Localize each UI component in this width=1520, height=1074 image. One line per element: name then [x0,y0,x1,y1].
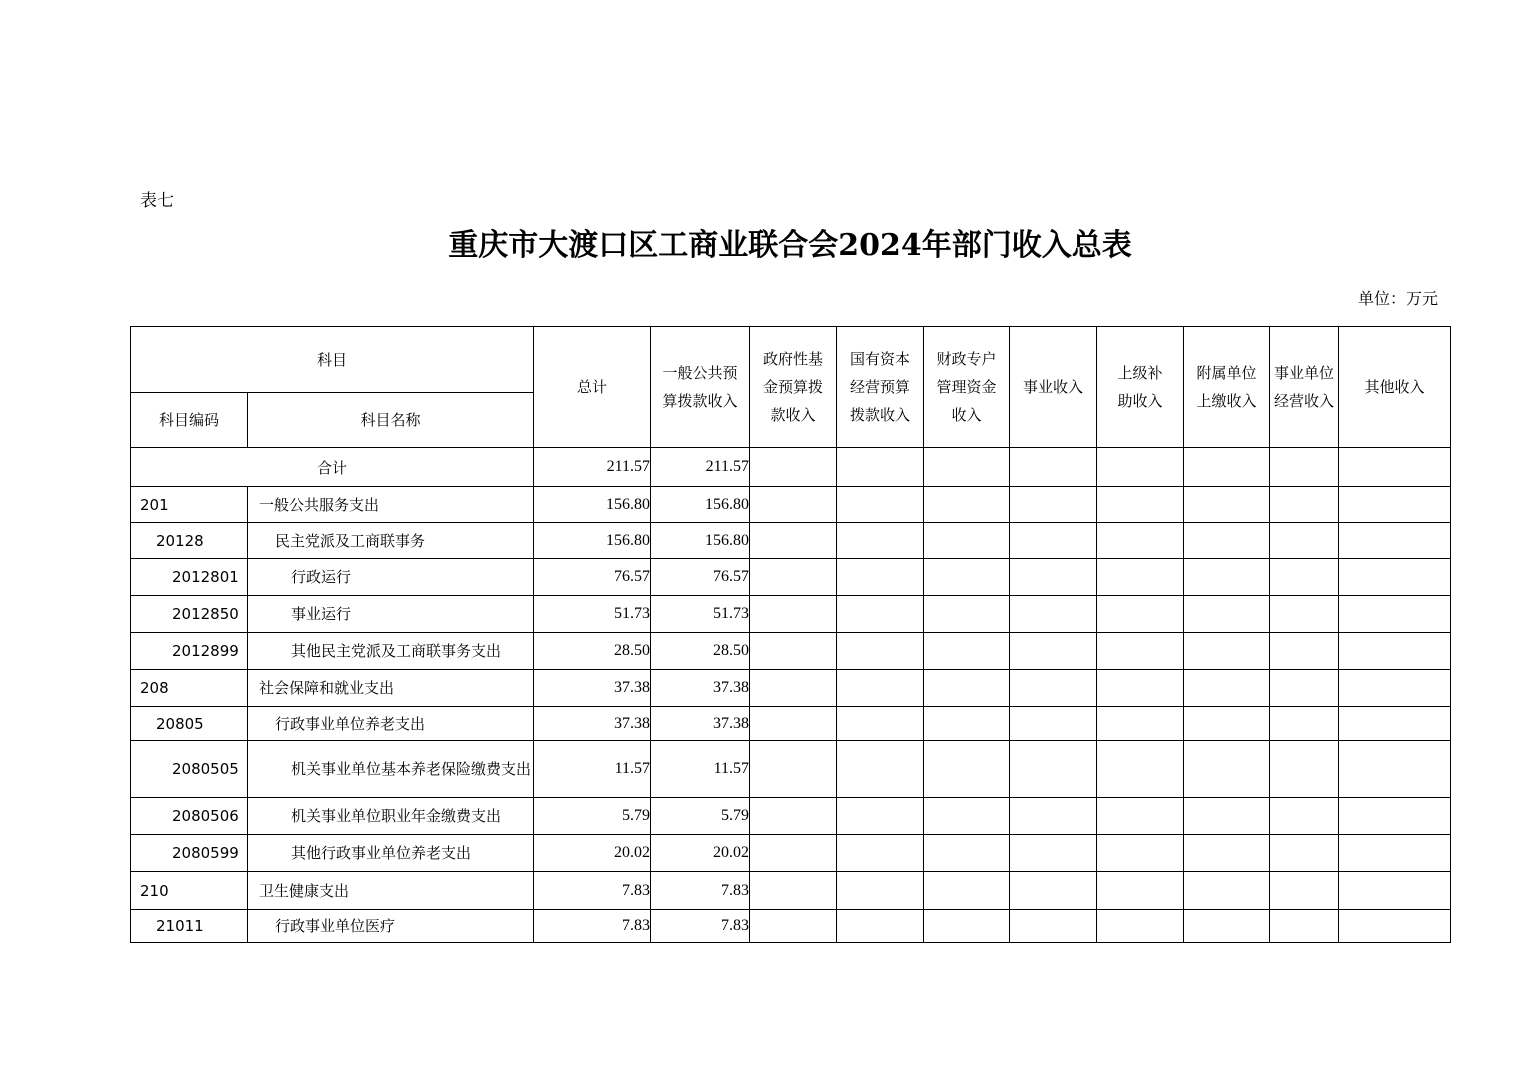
row-total: 37.38 [534,670,651,707]
row-total: 37.38 [534,707,651,741]
row-code: 20805 [131,707,248,741]
table-row [131,741,1451,798]
row-general-budget: 28.50 [651,633,750,670]
row-code: 2012801 [131,559,248,596]
row-general-budget: 7.83 [651,872,750,910]
row-code: 20128 [131,523,248,559]
header-superior-subsidy: 上级补助收入 [1097,327,1184,448]
header-fiscal-special: 财政专户管理资金收入 [924,327,1010,448]
header-general-budget: 一般公共预算拨款收入 [651,327,750,448]
row-code: 21011 [131,910,248,943]
row-total: 5.79 [534,798,651,835]
table-row [131,707,1451,741]
row-general-budget: 11.57 [651,741,750,798]
row-total: 7.83 [534,872,651,910]
table-row [131,596,1451,633]
row-name: 其他行政事业单位养老支出 [248,835,534,872]
row-name: 其他民主党派及工商联事务支出 [248,633,534,670]
header-subject: 科目 [131,327,534,393]
header-subject-code: 科目编码 [131,393,248,448]
row-code: 201 [131,487,248,523]
row-name: 一般公共服务支出 [248,487,534,523]
row-name: 卫生健康支出 [248,872,534,910]
row-name: 民主党派及工商联事务 [248,523,534,559]
table-row [131,798,1451,835]
header-gov-fund: 政府性基金预算拨款收入 [750,327,837,448]
row-total: 51.73 [534,596,651,633]
header-row-1 [131,327,1451,393]
row-total: 7.83 [534,910,651,943]
total-row [131,448,1451,487]
row-code: 210 [131,872,248,910]
header-subject-name: 科目名称 [248,393,534,448]
header-business-income: 事业收入 [1010,327,1097,448]
row-code: 2012899 [131,633,248,670]
income-summary-table [130,326,1451,943]
page-title: 重庆市大渡口区工商业联合会2024年部门收入总表 [448,228,1132,263]
header-business-unit-operation: 事业单位经营收入 [1270,327,1339,448]
row-total: 11.57 [534,741,651,798]
row-general-budget: 156.80 [651,487,750,523]
header-total: 总计 [534,327,651,448]
row-code: 2080505 [131,741,248,798]
row-name: 行政事业单位医疗 [248,910,534,943]
table-row [131,523,1451,559]
row-name: 事业运行 [248,596,534,633]
table-row [131,835,1451,872]
row-general-budget: 7.83 [651,910,750,943]
row-total: 28.50 [534,633,651,670]
row-code: 2080506 [131,798,248,835]
row-name: 机关事业单位基本养老保险缴费支出 [248,741,534,798]
table-row [131,872,1451,910]
row-general-budget: 37.38 [651,707,750,741]
row-total: 76.57 [534,559,651,596]
row-code: 2012850 [131,596,248,633]
total-label: 合计 [131,448,534,487]
header-other-income: 其他收入 [1339,327,1451,448]
row-general-budget: 5.79 [651,798,750,835]
table-row [131,670,1451,707]
table-row [131,910,1451,943]
header-state-capital: 国有资本经营预算拨款收入 [837,327,924,448]
unit-label: 单位：万元 [1357,289,1438,308]
row-general-budget: 76.57 [651,559,750,596]
row-general-budget: 51.73 [651,596,750,633]
row-name: 行政事业单位养老支出 [248,707,534,741]
row-code: 208 [131,670,248,707]
row-total: 20.02 [534,835,651,872]
row-general-budget: 20.02 [651,835,750,872]
row-name: 机关事业单位职业年金缴费支出 [248,798,534,835]
total-value: 211.57 [534,448,651,487]
table-row [131,487,1451,523]
row-general-budget: 37.38 [651,670,750,707]
row-general-budget: 156.80 [651,523,750,559]
total-general-budget: 211.57 [651,448,750,487]
table-row [131,633,1451,670]
table-row [131,559,1451,596]
table-label: 表七 [140,191,174,211]
header-affiliated-income: 附属单位上缴收入 [1184,327,1270,448]
row-name: 行政运行 [248,559,534,596]
row-total: 156.80 [534,487,651,523]
row-total: 156.80 [534,523,651,559]
row-code: 2080599 [131,835,248,872]
row-name: 社会保障和就业支出 [248,670,534,707]
